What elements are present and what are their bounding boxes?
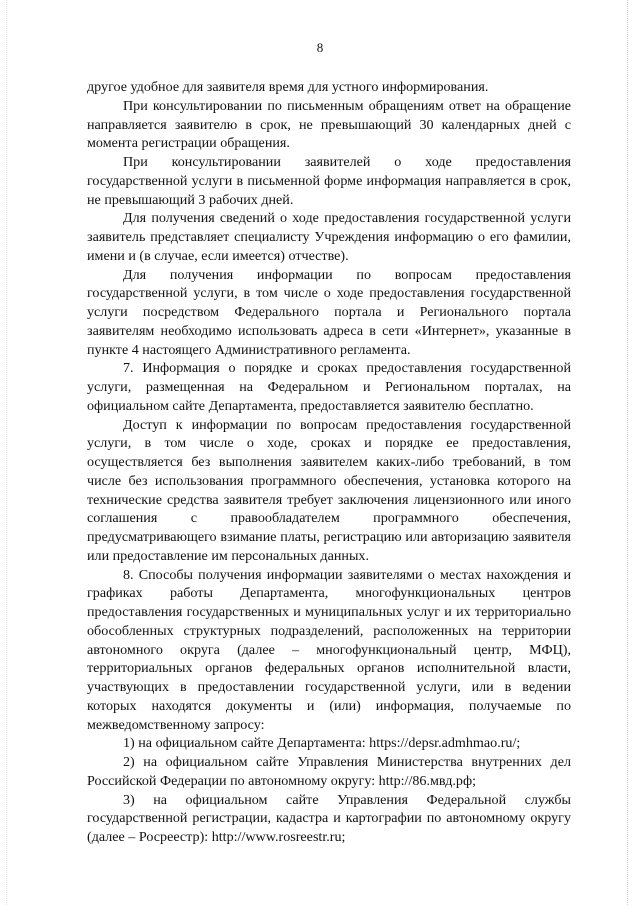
list-item-3: 3) на официальном сайте Управления Федеральной службы государственной регистрации, кадастра и картографии по автономному округу (далее – Росреестр): http://www.rosreestr.ru; (87, 791, 571, 845)
page-number: 8 (316, 40, 324, 55)
paragraph-status-request: Для получения сведений о ходе предоставления государственной услуги заявитель представляет специалисту Учреждения информацию о его фамилии, имени и (в случае, если имеется) отчестве). (87, 210, 571, 264)
scan-edge-right (625, 0, 628, 905)
list-item-1: 1) на официальном сайте Департамента: https://depsr.admhmao.ru/; (123, 735, 521, 752)
paragraph-access-info: Доступ к информации по вопросам предоставления государственной услуги, в том числе о ходе, сроках и порядке ее предоставления, осуществляется без выполнения заявителем каких-либо требований, в том числе без использования программного обеспечения, установка которого на технические средства заявителя требует заключения лицензионного или иного соглашения с правообладателем программного обеспечения, предусматривающего взимание платы, регистрацию или авторизацию заявителя или предоставление им персональных данных. (87, 416, 571, 564)
paragraph-item-8: 8. Способы получения информации заявителями о местах нахождения и графиках работы Департамента, многофункциональных центров предоставления государственных и муниципальных услуг и их территориально обособленных структурных подразделений, расположенных на территории автономного округа (далее – многофункциональный центр, МФЦ), территориальных органов федеральных органов исполнительной власти, участвующих в предоставлении государственной услуги, или в ведении которых находятся документы и (или) информация, получаемые по межведомственному запросу: (87, 566, 571, 733)
list-item-2: 2) на официальном сайте Управления Министерства внутренних дел Российской Федерации по автономному округу: http://86.мвд.рф; (87, 754, 571, 789)
paragraph-item-7: 7. Информация о порядке и сроках предоставления государственной услуги, размещенная на Федеральном и Региональном порталах, на официальном сайте Департамента, предоставляется заявителю бесплатно. (87, 360, 571, 414)
document-body (87, 78, 571, 847)
paragraph-written-consultation: При консультировании заявителей о ходе предоставления государственной услуги в письменной форме информация направляется в срок, не превышающий 3 рабочих дней. (87, 154, 571, 208)
paragraph-continuation: другое удобное для заявителя время для устного информирования. (87, 79, 489, 95)
paragraph-written-requests: При консультировании по письменным обращениям ответ на обращение направляется заявителю в срок, не превышающий 30 календарных дней с момента регистрации обращения. (87, 97, 571, 152)
scan-edge-left (6, 0, 9, 905)
paragraph-portal-info: Для получения информации по вопросам предоставления государственной услуги, в том числе о ходе предоставления государственной услуги посредством Федерального портала и Регионального портала заявителям необходимо использовать адреса в сети «Интернет», указанные в пункте 4 настоящего Административного регламента. (87, 266, 571, 358)
